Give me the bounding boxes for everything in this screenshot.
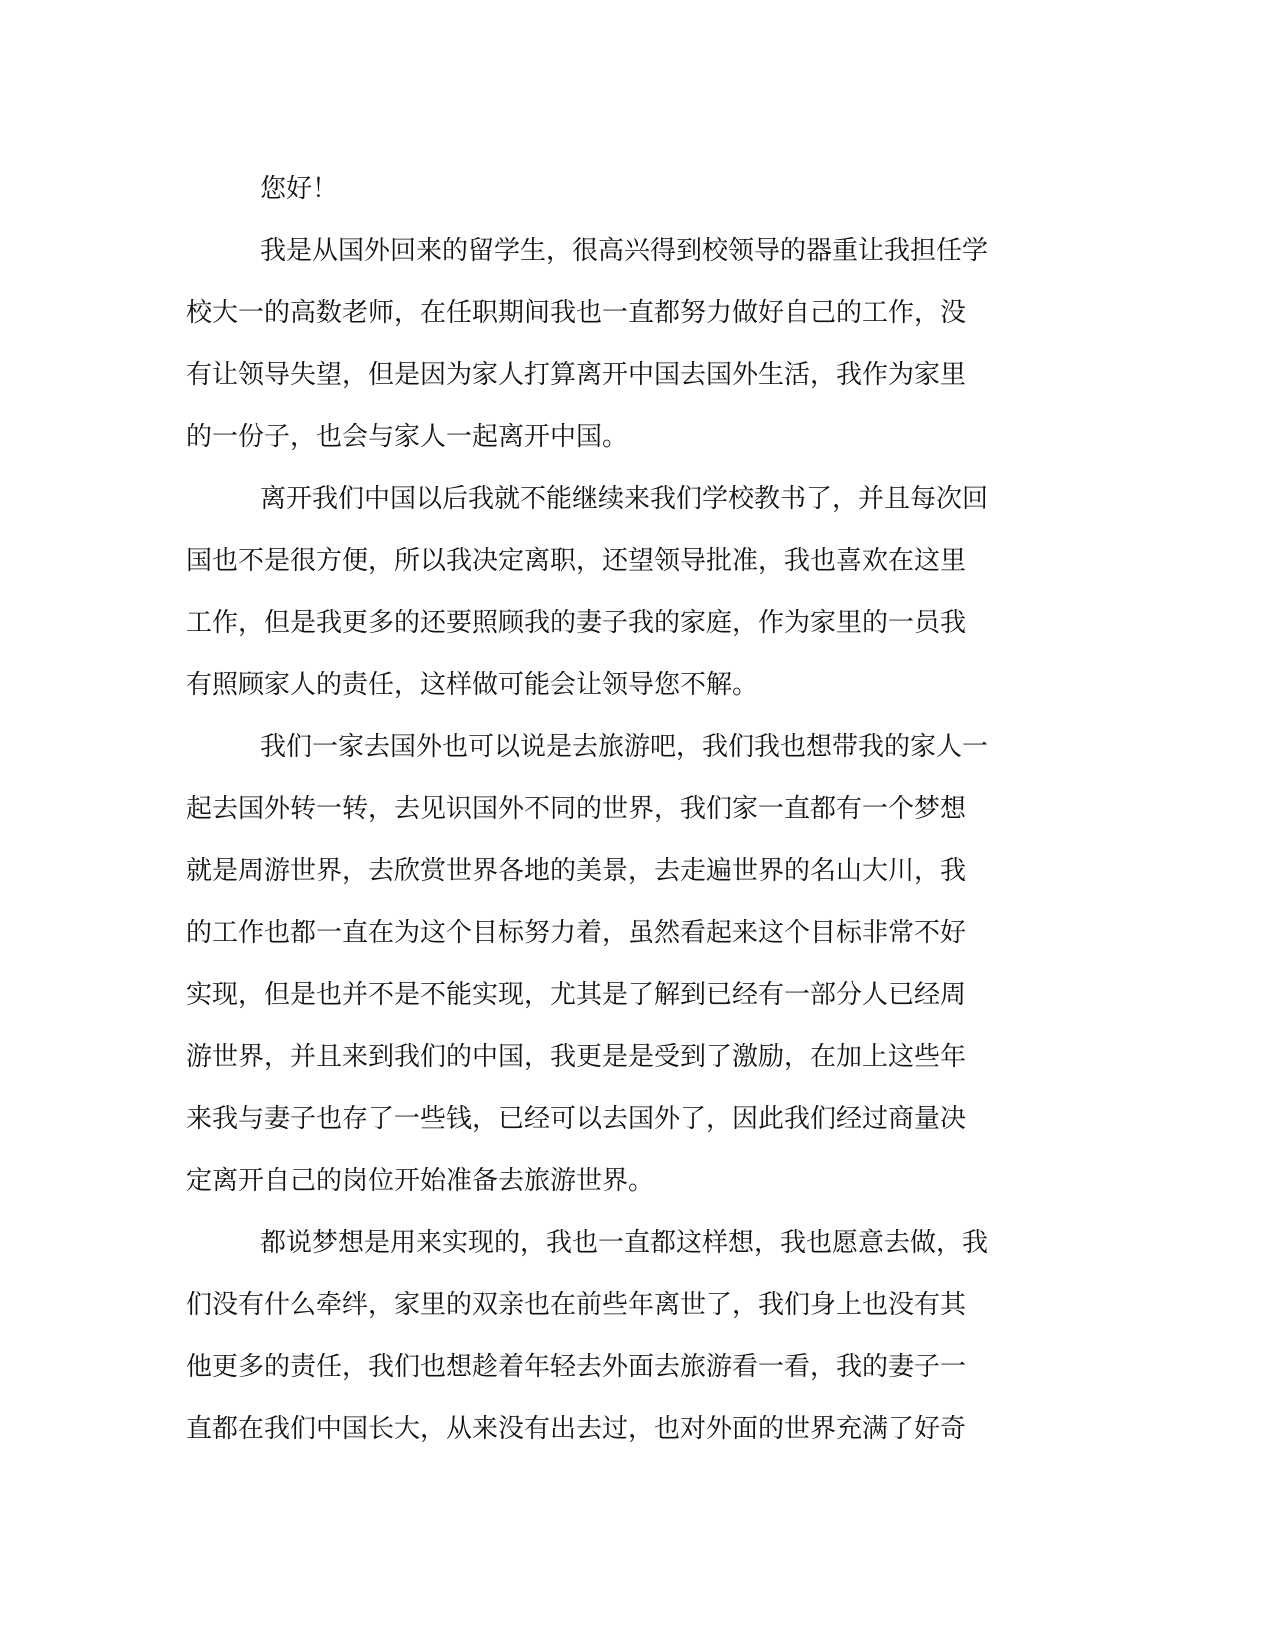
paragraph-4-line-2: 们没有什么牵绊，家里的双亲也在前些年离世了，我们身上也没有其 bbox=[186, 1290, 967, 1320]
paragraph-2-line-1: 离开我们中国以后我就不能继续来我们学校教书了，并且每次回 bbox=[260, 484, 989, 514]
paragraph-3-line-8: 定离开自己的岗位开始准备去旅游世界。 bbox=[186, 1166, 655, 1196]
paragraph-3-line-2: 起去国外转一转，去见识国外不同的世界，我们家一直都有一个梦想 bbox=[186, 794, 967, 824]
paragraph-2-line-2: 国也不是很方便，所以我决定离职，还望领导批准，我也喜欢在这里 bbox=[186, 546, 967, 576]
paragraph-1-line-2: 校大一的高数老师，在任职期间我也一直都努力做好自己的工作，没 bbox=[186, 298, 967, 328]
paragraph-2-line-4: 有照顾家人的责任，这样做可能会让领导您不解。 bbox=[186, 670, 759, 700]
paragraph-1-line-3: 有让领导失望，但是因为家人打算离开中国去国外生活，我作为家里 bbox=[186, 360, 967, 390]
paragraph-4-line-3: 他更多的责任，我们也想趁着年轻去外面去旅游看一看，我的妻子一 bbox=[186, 1352, 967, 1382]
paragraph-4-line-1: 都说梦想是用来实现的，我也一直都这样想，我也愿意去做，我 bbox=[260, 1228, 989, 1258]
paragraph-3-line-6: 游世界，并且来到我们的中国，我更是是受到了激励，在加上这些年 bbox=[186, 1042, 967, 1072]
paragraph-3-line-3: 就是周游世界，去欣赏世界各地的美景，去走遍世界的名山大川，我 bbox=[186, 856, 967, 886]
paragraph-1-line-1: 我是从国外回来的留学生，很高兴得到校领导的器重让我担任学 bbox=[260, 236, 989, 266]
paragraph-3-line-7: 来我与妻子也存了一些钱，已经可以去国外了，因此我们经过商量决 bbox=[186, 1104, 967, 1134]
paragraph-1-line-4: 的一份子，也会与家人一起离开中国。 bbox=[186, 422, 629, 452]
paragraph-3-line-1: 我们一家去国外也可以说是去旅游吧，我们我也想带我的家人一 bbox=[260, 732, 989, 762]
letter-body bbox=[186, 158, 1058, 1460]
paragraph-2-line-3: 工作，但是我更多的还要照顾我的妻子我的家庭，作为家里的一员我 bbox=[186, 608, 967, 638]
greeting: 您好！ bbox=[260, 174, 339, 204]
paragraph-4-line-4: 直都在我们中国长大，从来没有出去过，也对外面的世界充满了好奇 bbox=[186, 1414, 967, 1444]
paragraph-3-line-4: 的工作也都一直在为这个目标努力着，虽然看起来这个目标非常不好 bbox=[186, 918, 967, 948]
paragraph-3-line-5: 实现，但是也并不是不能实现，尤其是了解到已经有一部分人已经周 bbox=[186, 980, 967, 1010]
